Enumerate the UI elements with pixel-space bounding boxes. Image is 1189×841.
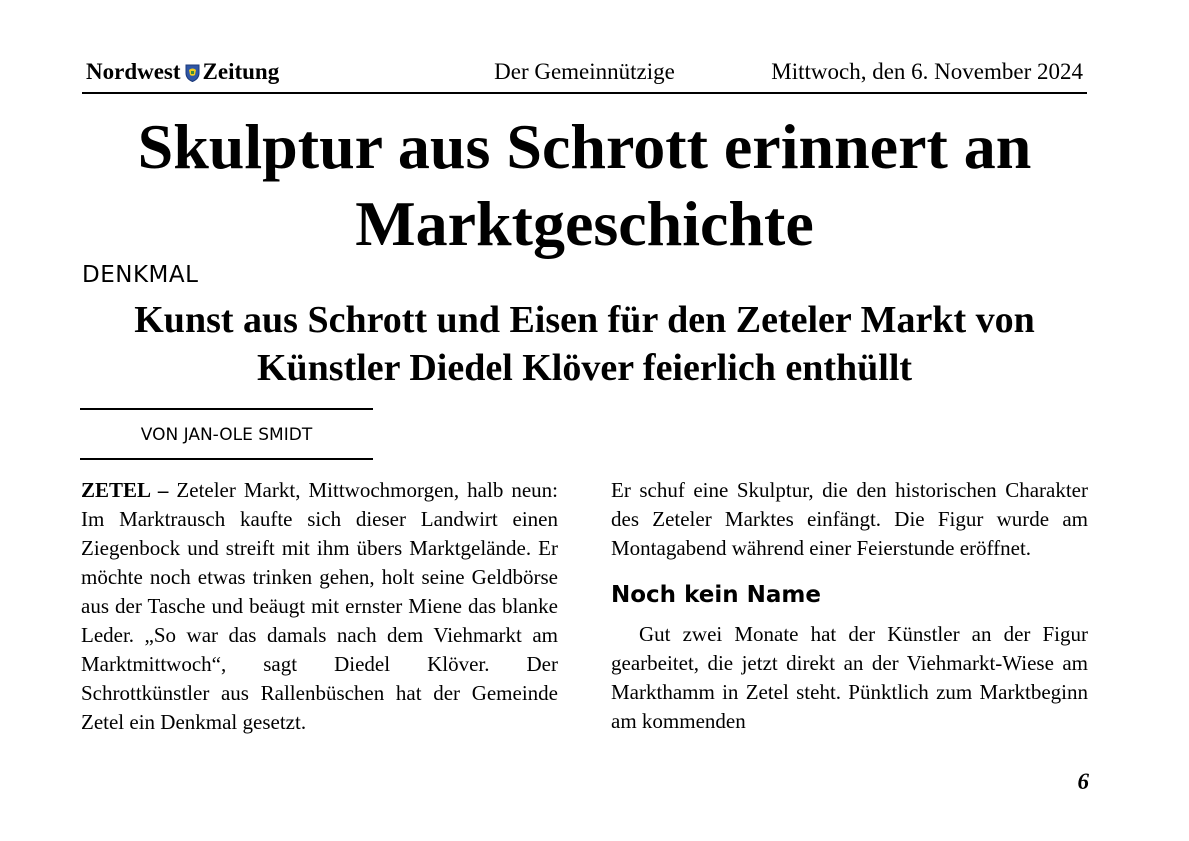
- dateline: ZETEL –: [81, 478, 169, 502]
- article-column-left: [81, 476, 558, 737]
- article-paragraph: [81, 476, 558, 737]
- brand-name-right: Zeitung: [202, 59, 280, 84]
- byline: VON JAN-OLE SMIDT: [140, 425, 313, 445]
- article-paragraph: Er schuf eine Skulptur, die den historischen Charakter des Zeteler Marktes einfängt. Die Figur wurde am Montagabend während einer Feierstunde eröffnet.: [611, 478, 1088, 560]
- kicker: DENKMAL: [82, 262, 199, 288]
- article-column-right: [611, 476, 1088, 736]
- brand-name-left: Nordwest: [86, 59, 181, 84]
- page-number: 6: [1077, 769, 1089, 794]
- publication-date: Mittwoch, den 6. November 2024: [771, 59, 1083, 84]
- paragraph-text: Zeteler Markt, Mittwochmorgen, halb neun: Im Marktrausch kaufte sich dieser Landwirt einen Ziegenbock und streift mit ihm übers Marktgelände. Er möchte noch etwas trinken gehen, holt seine Geldbörse aus der Tasche und beäugt mit ernster Miene das blanke Leder. „So war das damals nach dem Viehmarkt am Marktmittwoch“, sagt Diedel Klöver. Der Schrottkünstler aus Rallenbüschen hat der Gemeinde Zetel ein Denkmal gesetzt.: [81, 478, 558, 734]
- subheadline: Kunst aus Schrott und Eisen für den Zeteler Markt von Künstler Diedel Klöver feierlich enthüllt: [134, 299, 1035, 389]
- byline-rule-bottom: [80, 458, 373, 460]
- byline-rule-top: [80, 408, 373, 410]
- headline: Skulptur aus Schrott erinnert an Marktgeschichte: [137, 111, 1032, 259]
- section-subhead: Noch kein Name: [611, 582, 821, 608]
- masthead: [82, 56, 1087, 94]
- newspaper-subtitle: Der Gemeinnützige: [494, 59, 675, 84]
- article-paragraph: Gut zwei Monate hat der Künstler an der Figur gearbeitet, die jetzt direkt an der Viehmarkt-Wiese am Markthamm in Zetel steht. Pünktlich zum Marktbeginn am kommenden: [611, 622, 1088, 733]
